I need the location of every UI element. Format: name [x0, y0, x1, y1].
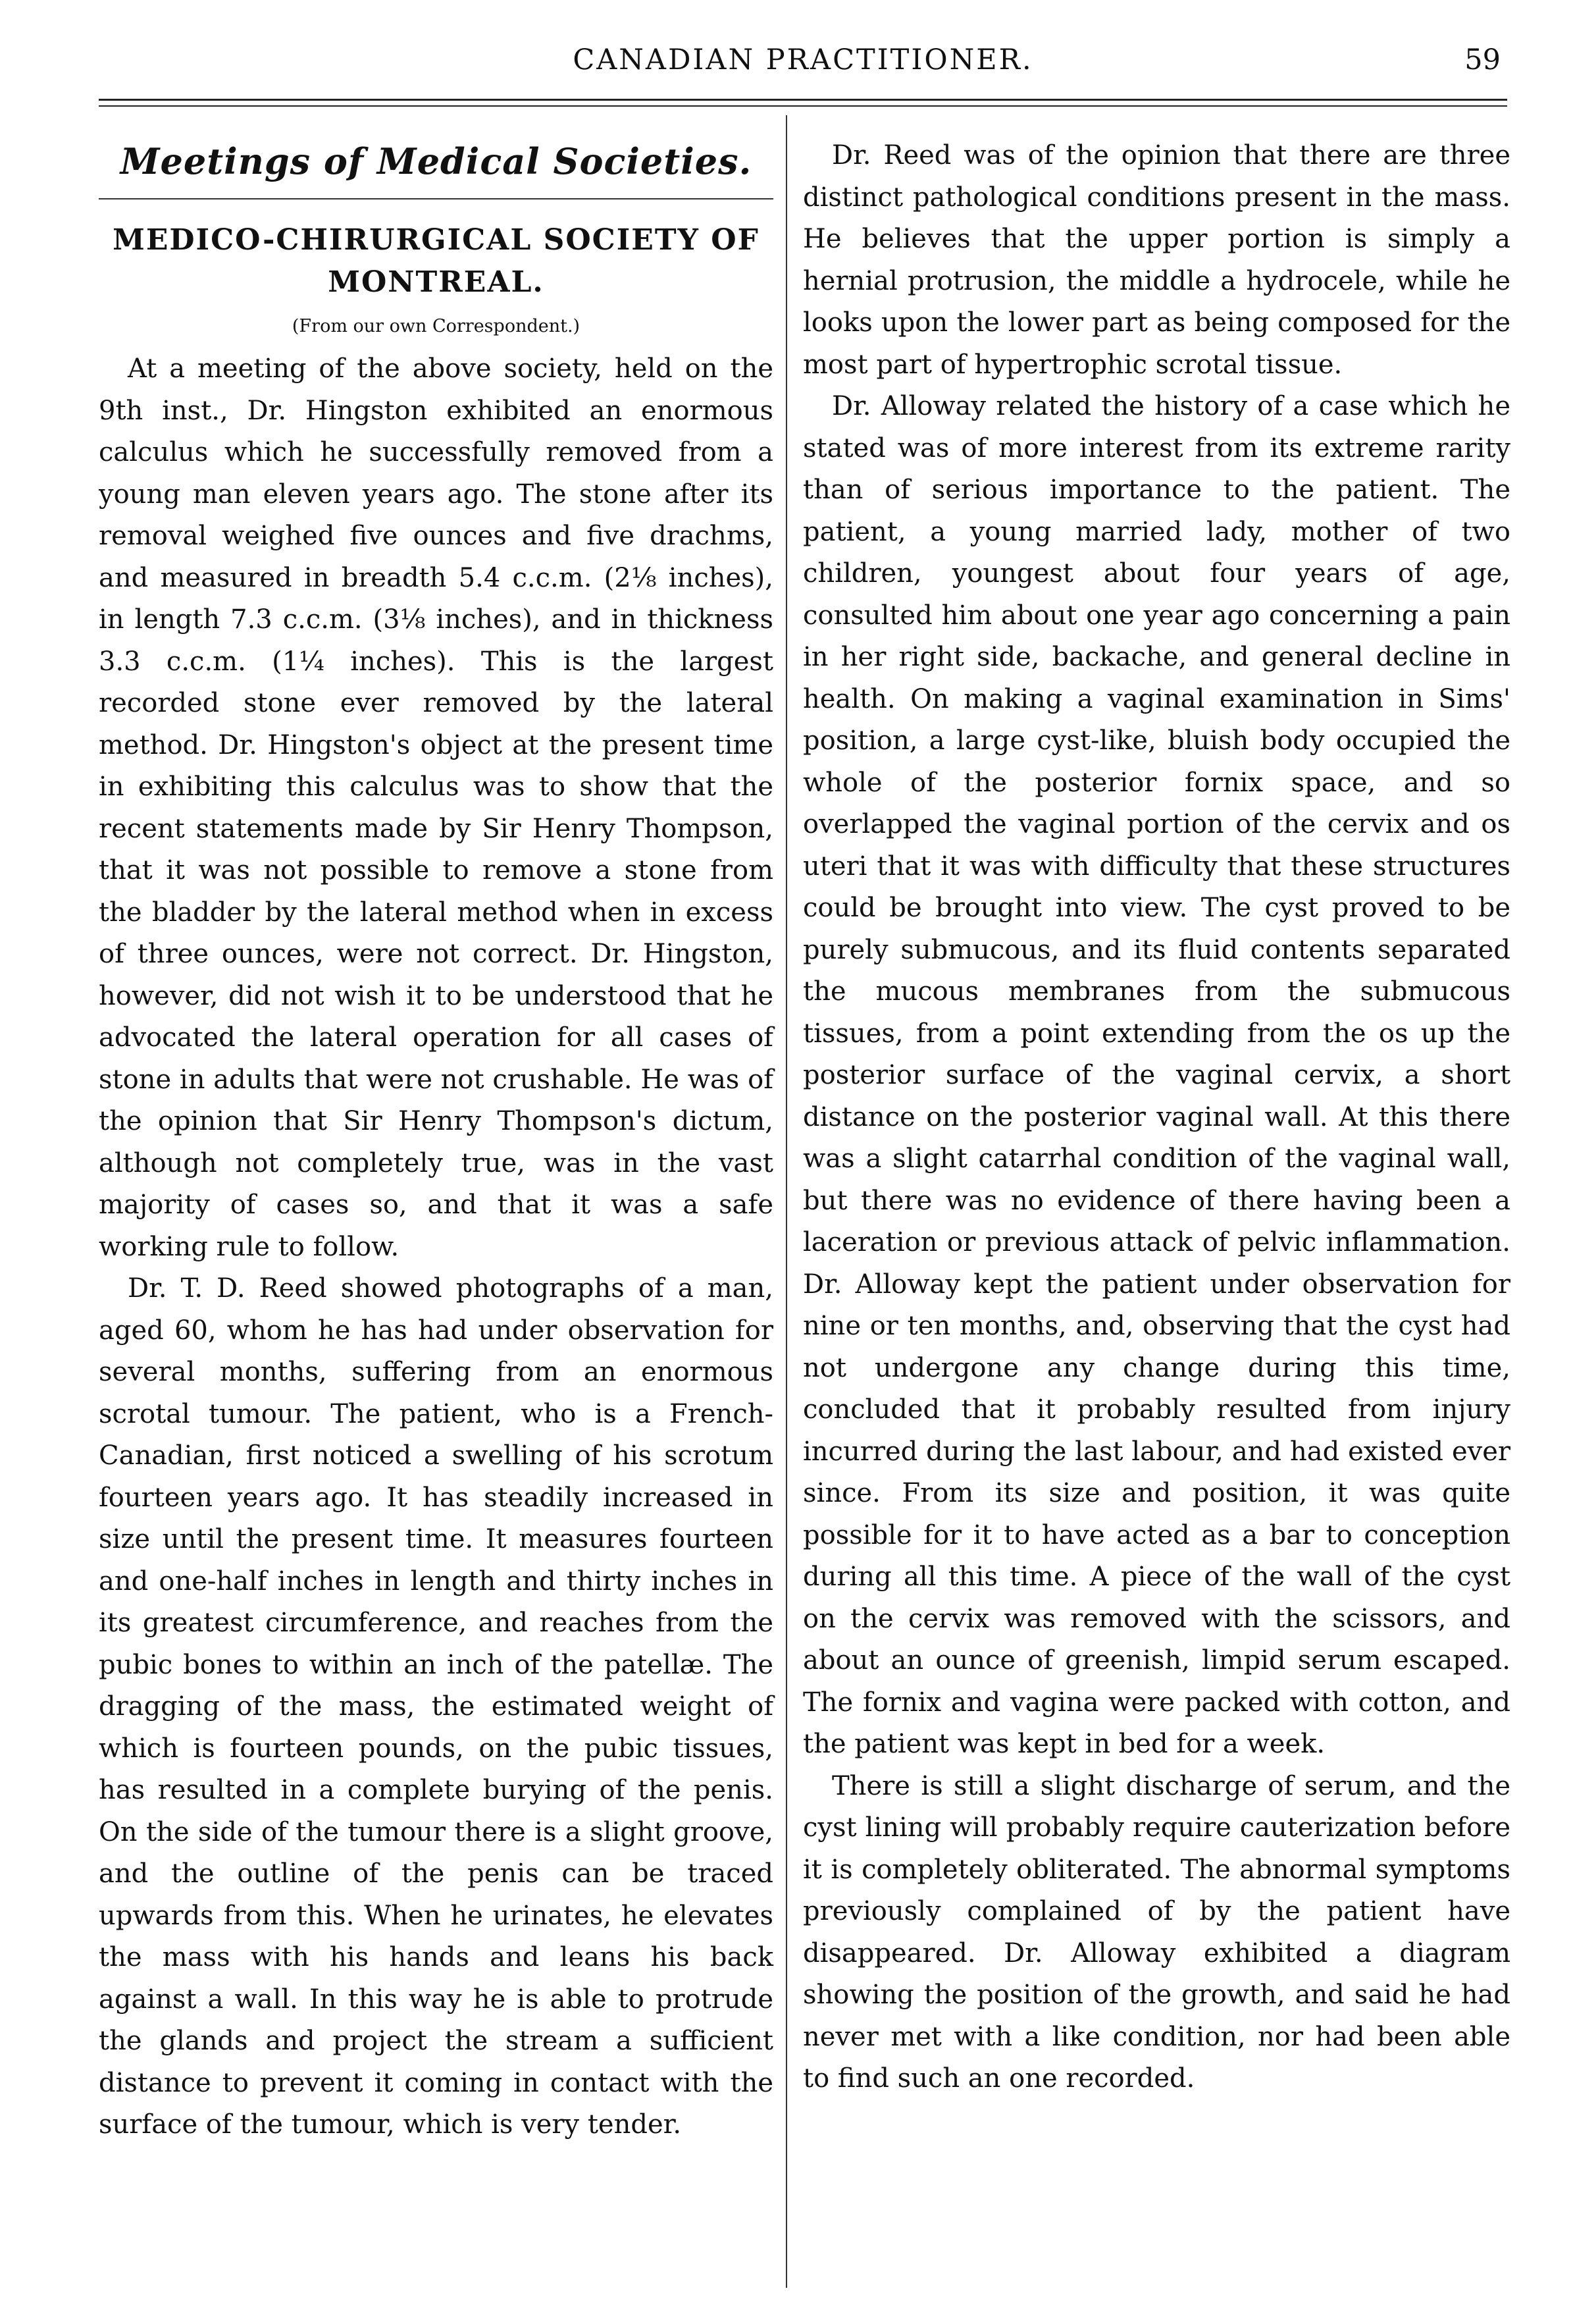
running-title: CANADIAN PRACTITIONER. [573, 43, 1033, 76]
section-heading: Meetings of Medical Societies. [120, 140, 752, 182]
society-title: MEDICO-CHIRURGICAL SOCIETY OF MONTREAL. [113, 223, 760, 299]
paragraph-alloway-case: Dr. Alloway related the history of a case which he stated was of more interest from its extreme rarity than of serious importance to the patient. The patient, a young married lady, mother of two children, youngest about four years of age, consulted him about one year ago concerning a pain in her right side, backache, and general decline in health. On making a vaginal examination in Sims' position, a large cyst-like, bluish body occupied the whole of the posterior fornix space, and so overlapped the vaginal portion of the cervix and os uteri that it was with difficulty that these structures could be brought into view. The cyst proved to be purely submucous, and its fluid contents separated the mucous membranes from the submucous tissues, from a point extending from the os up the posterior surface of the vaginal cervix, a short distance on the posterior vaginal wall. At this there was a slight catarrhal condition of the vaginal wall, but there was no evidence of there having been a laceration or previous attack of pelvic inflammation. Dr. Alloway kept the patient under observation for nine or ten months, and, observing that the cyst had not undergone any change during this time, concluded that it probably resulted from injury incurred during the last labour, and had existed ever since. From its size and position, it was quite possible for it to have acted as a bar to conception during all this time. A piece of the wall of the cyst on the cervix was removed with the scissors, and about an ounce of greenish, limpid serum escaped. The fornix and vagina were packed with cotton, and the patient was kept in bed for a week. [803, 391, 1510, 1759]
left-column [99, 135, 773, 2146]
section-heading-rule [99, 198, 773, 199]
paragraph-reed-photographs: Dr. T. D. Reed showed photographs of a man, aged 60, whom he has had under observation for several months, suffering from an enormous scrotal tumour. The patient, who is a French-Canadian, first noticed a swelling of his scrotum fourteen years ago. It has steadily increased in size until the present time. It measures fourteen and one-half inches in length and thirty inches in its greatest circumference, and reaches from the pubic bones to within an inch of the patellæ. The dragging of the mass, the estimated weight of which is fourteen pounds, on the pubic tissues, has resulted in a complete burying of the penis. On the side of the tumour there is a slight groove, and the outline of the penis can be traced upwards from this. When he urinates, he elevates the mass with his hands and leans his back against a wall. In this way he is able to protrude the glands and project the stream a sufficient distance to prevent it coming in contact with the surface of the tumour, which is very tender. [99, 1273, 773, 2140]
page-number: 59 [1464, 43, 1501, 76]
paragraph-reed-opinion: Dr. Reed was of the opinion that there are three distinct pathological conditions present in the mass. He believes that the upper portion is simply a hernial protrusion, the middle a hydrocele, while he looks upon the lower part as being composed for the most part of hypertrophic scrotal tissue. [803, 140, 1510, 380]
column-divider [786, 115, 787, 2288]
paragraph-hingston: At a meeting of the above society, held on the 9th inst., Dr. Hingston exhibited an enormous calculus which he successfully removed from a young man eleven years ago. The stone after its removal weighed five ounces and five drachms, and measured in breadth 5.4 c.c.m. (2⅛ inches), in length 7.3 c.c.m. (3⅛ inches), and in thickness 3.3 c.c.m. (1¼ inches). This is the largest recorded stone ever removed by the lateral method. Dr. Hingston's object at the present time in exhibiting this calculus was to show that the recent statements made by Sir Henry Thompson, that it was not possible to remove a stone from the bladder by the lateral method when in excess of three ounces, were not correct. Dr. Hingston, however, did not wish it to be understood that he advocated the lateral operation for all cases of stone in adults that were not crushable. He was of the opinion that Sir Henry Thompson's dictum, although not completely true, was in the vast majority of cases so, and that it was a safe working rule to follow. [99, 354, 773, 1262]
header-rule [99, 99, 1507, 107]
running-head [99, 43, 1507, 83]
correspondent-note: (From our own Correspondent.) [292, 316, 580, 336]
right-column [803, 135, 1510, 2100]
paragraph-alloway-outcome: There is still a slight discharge of serum, and the cyst lining will probably require cauterization before it is completely obliterated. The abnormal symptoms previously complained of by the patient have disappeared. Dr. Alloway exhibited a diagram showing the position of the growth, and said he had never met with a like condition, nor had been able to find such an one recorded. [803, 1770, 1510, 2094]
